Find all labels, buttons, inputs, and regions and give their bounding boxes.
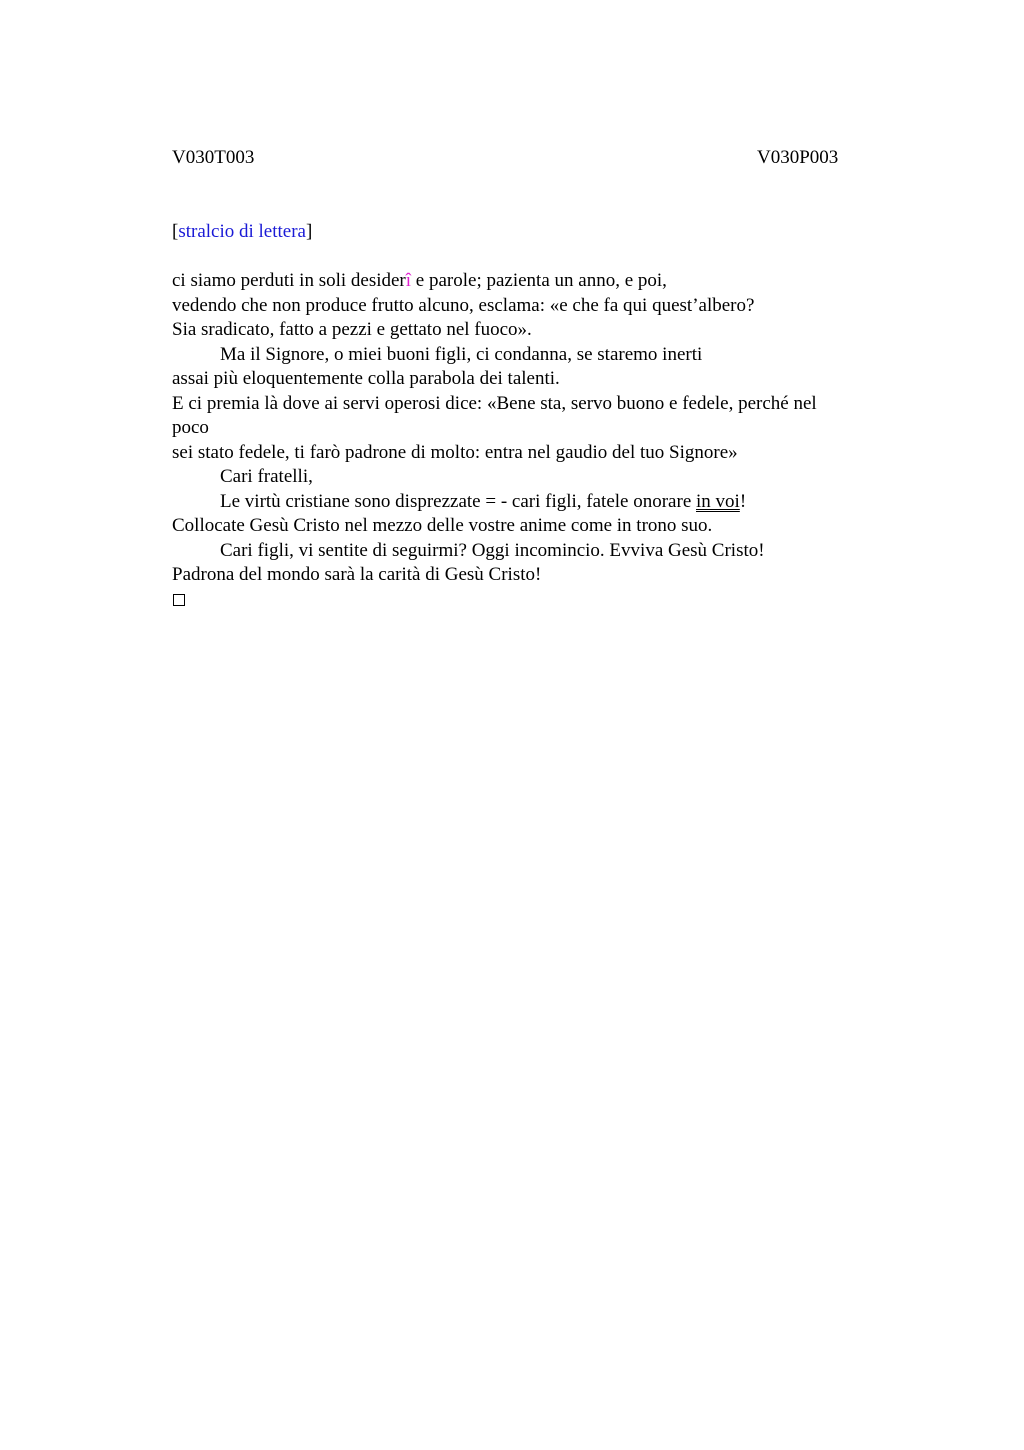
text-line: sei stato fedele, ti farò padrone di molto: entra nel gaudio del tuo Signore»	[172, 441, 738, 463]
text-line: vedendo che non produce frutto alcuno, esclama: «e che fa qui quest’albero?	[172, 294, 755, 316]
text-line: Cari fratelli,	[220, 466, 313, 487]
underlined-text: in voi	[696, 490, 740, 512]
text-line	[172, 490, 872, 515]
text-segment: !	[739, 490, 747, 512]
note-text: stralcio di lettera	[178, 221, 306, 242]
text-line: E ci premia là dove ai servi operosi dice: «Bene sta, servo buono e fedele, perché nel	[172, 392, 817, 414]
volume-code: V030T003	[172, 147, 255, 168]
text-line: Sia sradicato, fatto a pezzi e gettato nel fuoco».	[172, 319, 532, 340]
text-segment: ci siamo perduti in soli desider	[172, 270, 406, 291]
editorial-note	[172, 220, 312, 244]
text-line: poco	[172, 417, 209, 438]
square-icon	[173, 594, 185, 606]
end-marker-line	[172, 588, 872, 613]
letter-body	[172, 269, 872, 612]
text-line: assai più eloquentemente colla parabola dei talenti.	[172, 368, 560, 389]
note-close-bracket: ]	[306, 221, 313, 242]
page-code: V030P003	[757, 147, 839, 168]
text-line: Padrona del mondo sarà la carità di Gesù Cristo!	[172, 564, 542, 585]
text-segment: e parole; pazienta un anno, e poi,	[411, 270, 667, 291]
text-segment: Le virtù cristiane sono disprezzate = - cari figli, fatele onorare	[220, 490, 697, 512]
note-open-bracket: [	[172, 221, 179, 242]
text-line: Cari figli, vi sentite di seguirmi? Oggi incomincio. Evviva Gesù Cristo!	[220, 539, 765, 561]
text-line	[172, 269, 872, 294]
highlighted-char: î	[405, 270, 412, 291]
text-line: Ma il Signore, o miei buoni figli, ci condanna, se staremo inerti	[220, 343, 703, 365]
text-line: Collocate Gesù Cristo nel mezzo delle vostre anime come in trono suo.	[172, 515, 713, 536]
